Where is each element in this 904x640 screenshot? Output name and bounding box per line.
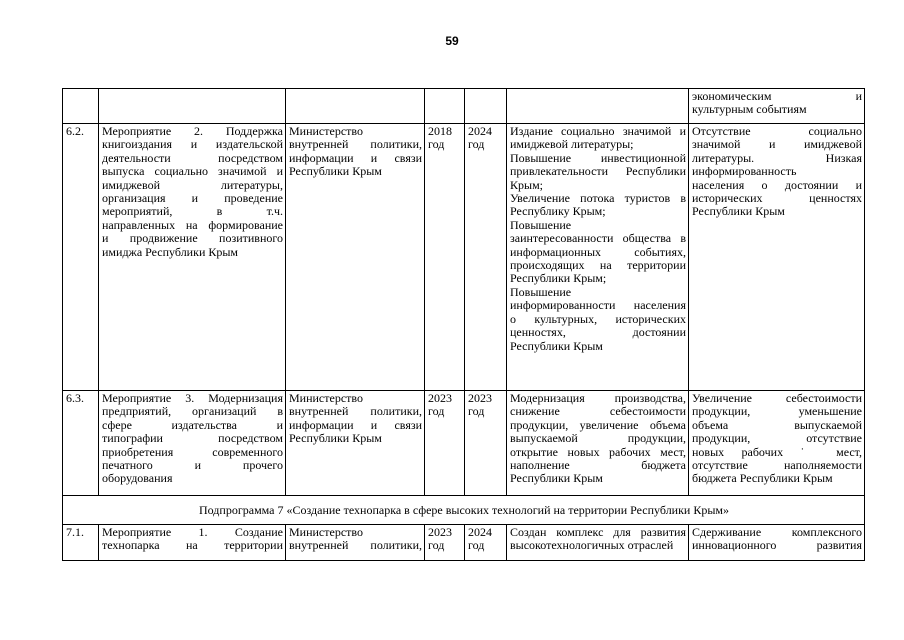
text-line: выпускаемой продукции, bbox=[510, 431, 686, 446]
text-line: Республики Крым bbox=[289, 431, 382, 446]
text-line: имиджевой литературы, bbox=[102, 177, 283, 192]
cell-consequences bbox=[689, 525, 865, 561]
cell-result bbox=[507, 525, 689, 561]
cell-result bbox=[507, 124, 689, 391]
cell-consequences bbox=[689, 89, 865, 124]
text-line: исторических ценностях bbox=[692, 191, 862, 206]
text-line: Крым; bbox=[510, 177, 543, 192]
text-line: происходящих на территории bbox=[510, 258, 686, 273]
cell-result bbox=[507, 89, 689, 124]
table-row bbox=[63, 496, 865, 525]
text-line: наполнение бюджета bbox=[510, 458, 686, 473]
text-line: 2023 bbox=[428, 391, 452, 405]
text-line: продукции, увеличение объема bbox=[510, 417, 686, 432]
text-line: открытие новых рабочих мест, bbox=[510, 444, 686, 459]
table-row bbox=[63, 89, 865, 124]
cell-start bbox=[425, 525, 465, 561]
text-line: информированность bbox=[692, 164, 797, 179]
text-line: Министерство bbox=[289, 124, 363, 138]
text-line: приобретения современного bbox=[102, 444, 283, 459]
text-line: 2023 bbox=[428, 526, 452, 539]
text-line: Мероприятие 3. Модернизация bbox=[102, 391, 283, 405]
text-line: продукции, уменьшение bbox=[692, 404, 862, 419]
text-line: значимой и имиджевой bbox=[692, 137, 862, 152]
text-line: Повышение инвестиционной bbox=[510, 150, 686, 165]
text-line: Республику Крым; bbox=[510, 204, 606, 219]
text-line: год bbox=[428, 137, 445, 152]
text-line: объема выпускаемой bbox=[692, 417, 862, 432]
text-line: год bbox=[468, 538, 485, 553]
text-line: Министерство bbox=[289, 391, 363, 405]
text-line: Министерство bbox=[289, 526, 363, 539]
measures-table bbox=[62, 88, 865, 561]
text-line: Издание социально значимой и bbox=[510, 124, 686, 138]
cell-start bbox=[425, 89, 465, 124]
text-line: 2018 bbox=[428, 124, 452, 138]
text-line: год bbox=[428, 538, 445, 553]
text-line: Мероприятие 2. Поддержка bbox=[102, 124, 283, 138]
text-line: деятельности посредством bbox=[102, 150, 283, 165]
text-line: Увеличение себестоимости bbox=[692, 391, 862, 405]
text-line: информации и связи bbox=[289, 150, 422, 165]
text-line: новых рабочих ˙ мест, bbox=[692, 444, 862, 459]
page-number: 59 bbox=[445, 34, 459, 48]
text-line: предприятий, организаций в bbox=[102, 404, 283, 419]
text-line: Сдерживание комплексного bbox=[692, 526, 862, 539]
text-line: привлекательности Республики bbox=[510, 164, 686, 179]
cell-end bbox=[465, 525, 507, 561]
cell-start bbox=[425, 391, 465, 496]
text-line: внутренней политики, bbox=[289, 404, 422, 419]
text-line: населения о достоянии и bbox=[692, 177, 862, 192]
cell-num bbox=[63, 89, 99, 124]
cell-consequences bbox=[689, 391, 865, 496]
cell-end bbox=[465, 124, 507, 391]
text-line: и продвижение позитивного bbox=[102, 231, 283, 246]
text-line: внутренней политики, bbox=[289, 538, 422, 553]
subprogram-heading: Подпрограмма 7 «Создание технопарка в сфере высоких технологий на территории Республики Крым» bbox=[63, 496, 865, 525]
text-line: выпуска социально значимой и bbox=[102, 164, 283, 179]
text-line: год bbox=[428, 404, 445, 419]
cell-start bbox=[425, 124, 465, 391]
text-line: Республики Крым bbox=[289, 164, 382, 179]
text-line: Создан комплекс для развития bbox=[510, 526, 686, 539]
cell-num: 6.2. bbox=[63, 124, 99, 391]
text-line: ценностях, достоянии bbox=[510, 325, 686, 340]
text-line: информированности населения bbox=[510, 298, 686, 313]
cell-event bbox=[99, 525, 286, 561]
text-line: информации и связи bbox=[289, 417, 422, 432]
cell-event bbox=[99, 391, 286, 496]
cell-event bbox=[99, 89, 286, 124]
text-line: о культурных, исторических bbox=[510, 311, 686, 326]
text-line: 2024 bbox=[468, 526, 492, 539]
text-line: бюджета Республики Крым bbox=[692, 471, 833, 486]
text-line: Повышение bbox=[510, 284, 572, 299]
text-line: Республики Крым bbox=[510, 338, 603, 353]
text-line: год bbox=[468, 404, 485, 419]
cell-executor bbox=[286, 525, 425, 561]
text-line: культурным событиям bbox=[692, 102, 807, 117]
cell-executor bbox=[286, 89, 425, 124]
text-line: Республики Крым bbox=[510, 471, 603, 486]
text-line: Отсутствие социально bbox=[692, 124, 862, 138]
text-line: экономическим и bbox=[692, 89, 862, 103]
text-line: имиджевой литературы; bbox=[510, 137, 634, 152]
cell-num: 7.1. bbox=[63, 525, 99, 561]
text-line: направленных на формирование bbox=[102, 217, 283, 232]
text-line: организация и проведение bbox=[102, 191, 283, 206]
cell-executor bbox=[286, 391, 425, 496]
text-line: книгоиздания и издательской bbox=[102, 137, 283, 152]
table-row bbox=[63, 391, 865, 496]
text-line: печатного и прочего bbox=[102, 458, 283, 473]
text-line: оборудования bbox=[102, 471, 173, 486]
text-line: год bbox=[468, 137, 485, 152]
text-line: Повышение bbox=[510, 217, 572, 232]
text-line: внутренней политики, bbox=[289, 137, 422, 152]
text-line: Мероприятие 1. Создание bbox=[102, 526, 283, 539]
text-line: снижение себестоимости bbox=[510, 404, 686, 419]
text-line: сфере издательства и bbox=[102, 417, 283, 432]
text-line: высокотехнологичных отраслей bbox=[510, 538, 674, 553]
text-line: Увеличение потока туристов в bbox=[510, 191, 686, 206]
cell-end bbox=[465, 89, 507, 124]
cell-executor bbox=[286, 124, 425, 391]
text-line: Модернизация производства, bbox=[510, 391, 686, 405]
text-line: инновационного развития bbox=[692, 538, 862, 553]
text-line: 2024 bbox=[468, 124, 492, 138]
text-line: заинтересованности общества в bbox=[510, 231, 686, 246]
text-line: информационных событиях, bbox=[510, 244, 686, 259]
text-line: технопарка на территории bbox=[102, 538, 283, 553]
cell-num: 6.3. bbox=[63, 391, 99, 496]
cell-end bbox=[465, 391, 507, 496]
cell-event bbox=[99, 124, 286, 391]
table-row bbox=[63, 124, 865, 391]
cell-consequences bbox=[689, 124, 865, 391]
text-line: 2023 bbox=[468, 391, 492, 405]
table-row bbox=[63, 525, 865, 561]
text-line: мероприятий, в т.ч. bbox=[102, 204, 283, 219]
text-line: литературы. Низкая bbox=[692, 150, 862, 165]
text-line: Республики Крым bbox=[692, 204, 785, 219]
text-line: типографии посредством bbox=[102, 431, 283, 446]
text-line: имиджа Республики Крым bbox=[102, 244, 239, 259]
text-line: Республики Крым; bbox=[510, 271, 607, 286]
text-line: продукции, отсутствие bbox=[692, 431, 862, 446]
text-line: отсутствие наполняемости bbox=[692, 458, 862, 473]
cell-result bbox=[507, 391, 689, 496]
